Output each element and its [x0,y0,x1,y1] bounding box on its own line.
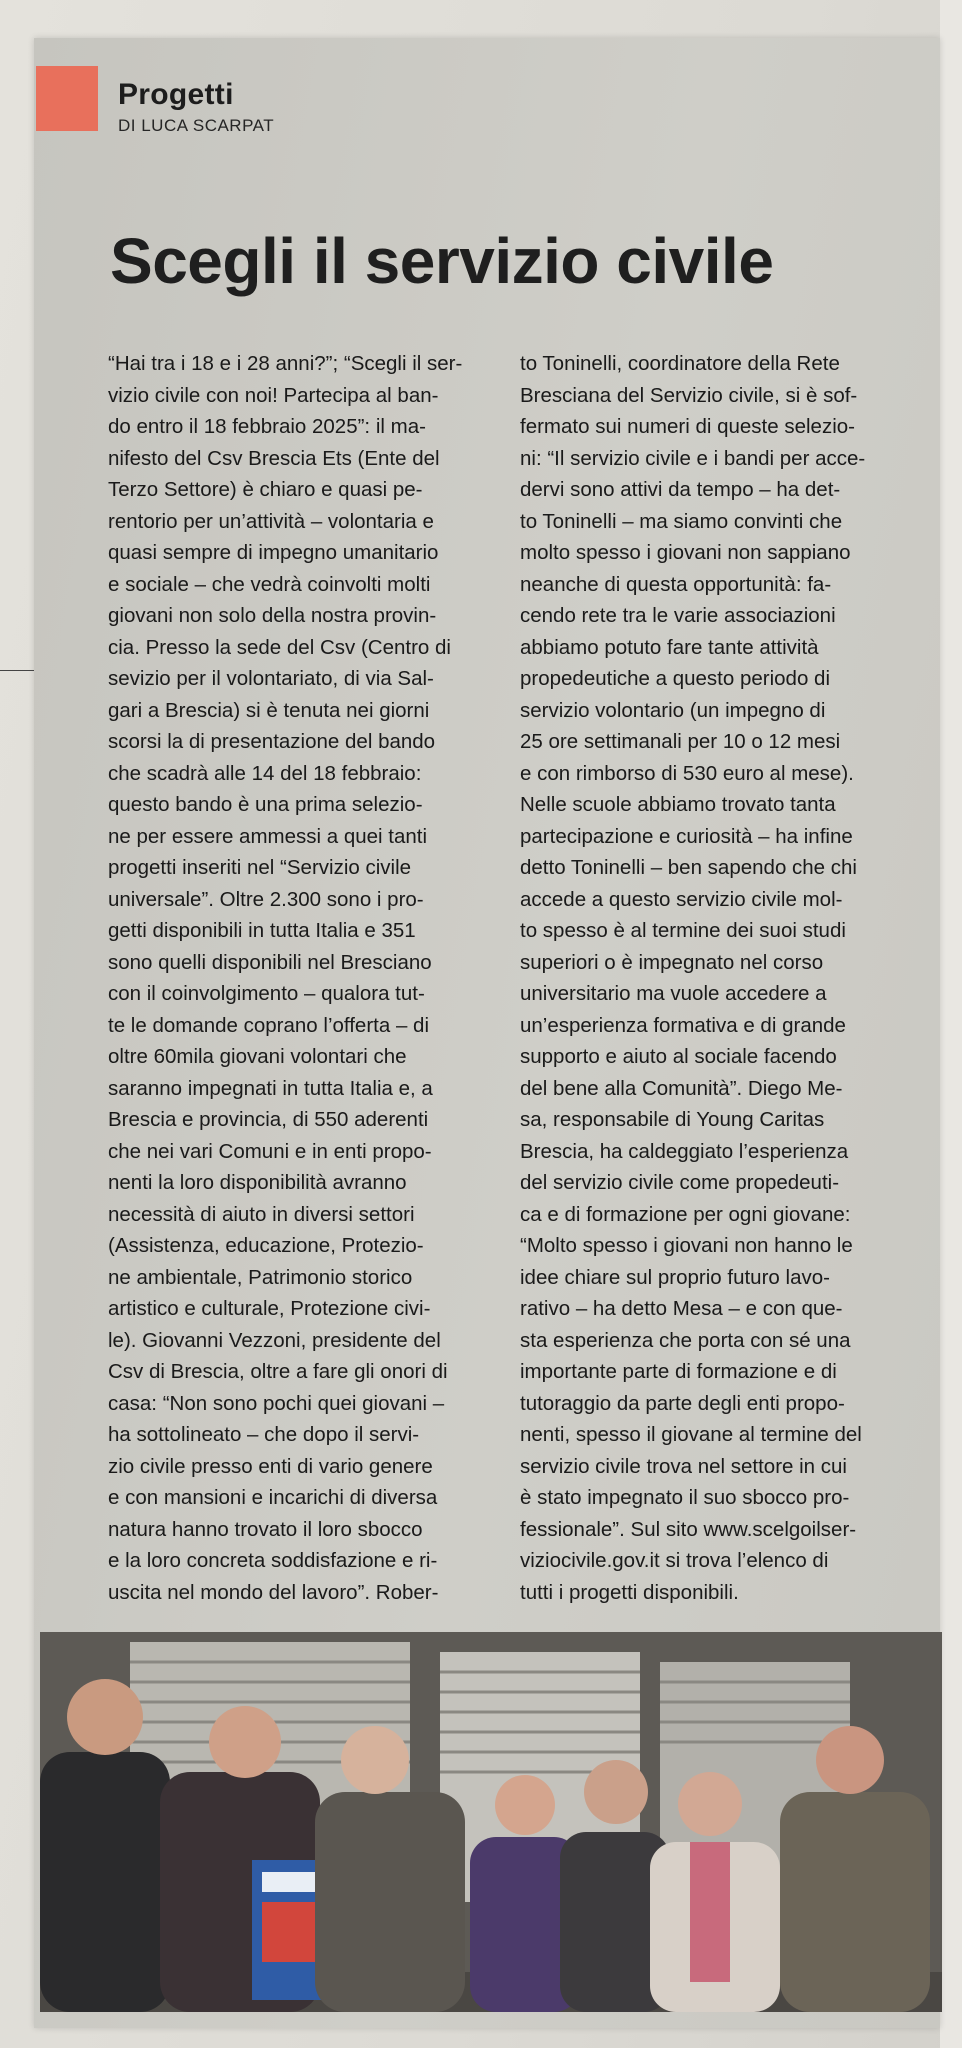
article-line-left: cia. Presso la sede del Csv (Centro di [108,635,451,659]
article-line-left: artistico e culturale, Protezione civi- [108,1297,431,1320]
article-line-right: abbiamo potuto fare tante attività [520,635,819,659]
article-line-left: che nei vari Comuni e in enti propo- [108,1139,432,1163]
article-column-right [520,348,950,1608]
article-line-right: dervi sono attivi da tempo – ha det- [520,478,841,501]
article-line-right: neanche di questa opportunità: fa- [520,572,832,596]
article-line-right: idee chiare sul proprio futuro lavo- [520,1265,830,1289]
group-photo [40,1632,942,2012]
article-line-left: rentorio per un’attività – volontaria e [108,509,434,533]
article-line-left: “Hai tra i 18 e i 28 anni?”; “Scegli il ser- [108,352,463,375]
article-line-left: saranno impegnati in tutta Italia e, a [108,1076,433,1100]
article-line-left: e la loro concreta soddisfazione e ri- [108,1549,438,1572]
article-line-right: partecipazione e curiosità – ha infine [520,824,853,848]
article-line-right: sta esperienza che porta con sé una [520,1328,851,1352]
margin-rule [0,670,34,671]
article-line-left: scorsi la di presentazione del bando [108,730,436,753]
article-line-left: gari a Brescia) si è tenuta nei giorni [108,698,430,722]
article-line-right: è stato impegnato il suo sbocco pro- [520,1486,850,1509]
article-line-left: progetti inseriti nel “Servizio civile [108,856,412,879]
article-line-right: to Toninelli – ma siamo convinti che [520,509,843,533]
article-line-right: cendo rete tra le varie associazioni [520,604,836,627]
article-line-right: tutoraggio da parte degli enti propo- [520,1391,845,1415]
article-line-right: un’esperienza formativa e di grande [520,1013,846,1037]
article-line-left: quasi sempre di impegno umanitario [108,541,439,564]
article-line-left: te le domande coprano l’offerta – di [108,1013,430,1037]
article-line-right: nenti, spesso il giovane al termine del [520,1423,862,1446]
article-line-right: tutti i progetti disponibili. [520,1580,739,1604]
article-line-left: necessità di aiuto in diversi settori [108,1202,415,1226]
article-headline [110,224,773,298]
article-line-right: sa, responsabile di Young Caritas [520,1108,825,1131]
article-line-left: Brescia e provincia, di 550 aderenti [108,1108,429,1131]
article-line-left: sono quelli disponibili nel Bresciano [108,950,432,974]
article-line-right: viziocivile.gov.it si trova l’elenco di [520,1549,829,1572]
article-line-right: fessionale”. Sul sito www.scelgoilser- [520,1517,857,1541]
article-line-right: “Molto spesso i giovani non hanno le [520,1234,853,1257]
article-line-right: Brescia, ha caldeggiato l’esperienza [520,1139,849,1163]
article-line-left: oltre 60mila giovani volontari che [108,1045,407,1068]
article-line-right: e con rimborso di 530 euro al mese). [520,761,854,785]
article-line-right: accede a questo servizio civile mol- [520,887,843,911]
article-line-left: con il coinvolgimento – qualora tut- [108,982,425,1005]
article-line-right: servizio civile trova nel settore in cui [520,1454,847,1478]
article-column-left [108,348,508,1608]
article-line-right: detto Toninelli – ben sapendo che chi [520,856,857,879]
article-line-left: ne ambientale, Patrimonio storico [108,1265,413,1289]
article-line-left: e sociale – che vedrà coinvolti molti [108,572,431,596]
article-line-left: zio civile presso enti di vario genere [108,1454,433,1478]
headline-bold: civile [616,225,774,297]
article-line-right: servizio volontario (un impegno di [520,698,826,722]
article-line-right: ca e di formazione per ogni giovane: [520,1202,851,1226]
article-line-left: casa: “Non sono pochi quei giovani – [108,1391,445,1415]
article-line-left: ne per essere ammessi a quei tanti [108,824,428,848]
article-line-left: uscita nel mondo del lavoro”. Rober- [108,1580,439,1604]
article-line-left: natura hanno trovato il loro sbocco [108,1517,423,1541]
article-line-left: nifesto del Csv Brescia Ets (Ente del [108,446,440,470]
article-line-right: to spesso è al termine dei suoi studi [520,919,846,942]
author-byline: DI LUCA SCARPAT [118,116,275,135]
article-line-left: questo bando è una prima selezio- [108,793,423,816]
article-line-right: del servizio civile come propedeuti- [520,1171,840,1194]
article-line-left: nenti la loro disponibilità avranno [108,1171,407,1194]
article-line-left: universale”. Oltre 2.300 sono i pro- [108,887,424,911]
article-line-left: che scadrà alle 14 del 18 febbraio: [108,761,422,785]
article-line-right: rativo – ha detto Mesa – e con que- [520,1297,843,1320]
article-line-left: vizio civile con noi! Partecipa al ban- [108,383,439,407]
article-line-left: sevizio per il volontariato, di via Sal- [108,667,434,690]
article-line-left: le). Giovanni Vezzoni, presidente del [108,1328,441,1352]
article-line-right: molto spesso i giovani non sappiano [520,541,851,564]
article-line-right: propedeutiche a questo periodo di [520,667,831,690]
article-line-left: (Assistenza, educazione, Protezio- [108,1234,424,1257]
article-line-right: to Toninelli, coordinatore della Rete [520,352,840,375]
article-line-left: ha sottolineato – che dopo il servi- [108,1423,420,1446]
article-line-left: Csv di Brescia, oltre a fare gli onori di [108,1360,448,1383]
article-line-right: fermato sui numeri di queste selezio- [520,415,855,438]
article-line-right: ni: “Il servizio civile e i bandi per acce- [520,446,866,470]
article-line-right: Bresciana del Servizio civile, si è sof- [520,383,858,407]
article-line-left: do entro il 18 febbraio 2025”: il ma- [108,415,426,438]
group-photo-illustration [40,1632,942,2012]
article-line-right: del bene alla Comunità”. Diego Me- [520,1076,843,1100]
article-line-right: Nelle scuole abbiamo trovato tanta [520,793,836,816]
section-title: Progetti [118,78,234,111]
article-line-left: e con mansioni e incarichi di diversa [108,1486,438,1509]
article-line-right: importante parte di formazione e di [520,1360,837,1383]
article-line-right: universitario ma vuole accedere a [520,982,827,1005]
article-line-left: getti disponibili in tutta Italia e 351 [108,919,416,942]
article-line-left: Terzo Settore) è chiaro e quasi pe- [108,478,423,501]
section-color-marker [36,66,98,131]
article-line-right: 25 ore settimanali per 10 o 12 mesi [520,730,841,753]
article-line-right: superiori o è impegnato nel corso [520,950,824,974]
article-line-right: supporto e aiuto al sociale facendo [520,1045,837,1068]
article-line-left: giovani non solo della nostra provin- [108,604,437,627]
headline-light: Scegli il servizio [110,225,599,297]
